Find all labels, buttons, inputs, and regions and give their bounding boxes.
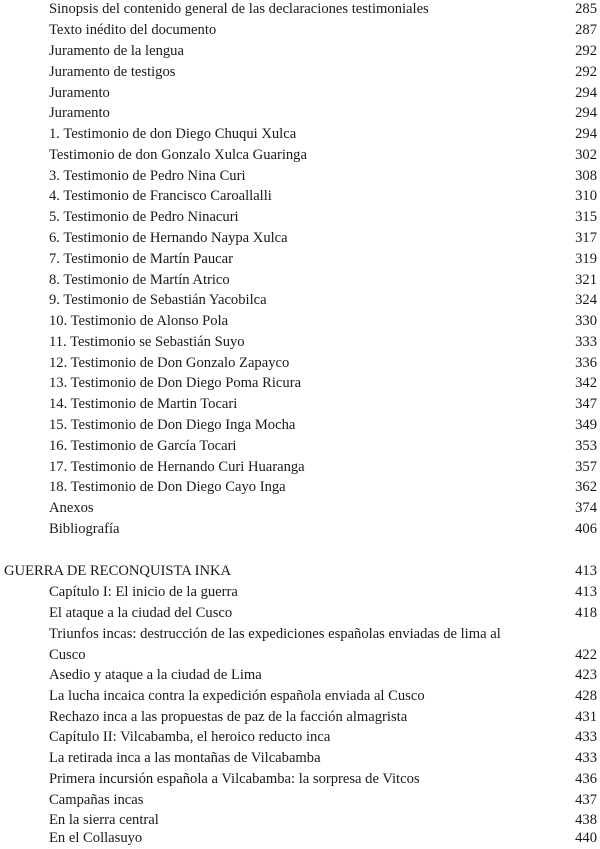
toc-entry-page: 374 bbox=[575, 500, 597, 516]
toc-entry-page: 433 bbox=[575, 729, 597, 745]
toc-entry bbox=[0, 0, 600, 20]
toc-entry bbox=[0, 290, 600, 311]
toc-entry-page: 428 bbox=[575, 688, 597, 704]
toc-entry bbox=[0, 769, 600, 790]
toc-entry-title: 12. Testimonio de Don Gonzalo Zapayco bbox=[49, 355, 290, 371]
toc-entry-page: 317 bbox=[575, 230, 597, 246]
toc-entry-page: 321 bbox=[575, 272, 597, 288]
toc-entry-page: 431 bbox=[575, 709, 597, 725]
toc-entry-title: 9. Testimonio de Sebastián Yacobilca bbox=[49, 292, 267, 308]
toc-entry-title: Primera incursión española a Vilcabamba: la sorpresa de Vitcos bbox=[49, 771, 420, 787]
toc-entry-page: 302 bbox=[575, 147, 597, 163]
toc-entry-title: 6. Testimonio de Hernando Naypa Xulca bbox=[49, 230, 288, 246]
toc-entry-title: Juramento bbox=[49, 85, 110, 101]
toc-entry-page: 433 bbox=[575, 750, 597, 766]
toc-entry bbox=[0, 436, 600, 457]
toc-entry-page: 315 bbox=[575, 209, 597, 225]
toc-entry bbox=[0, 228, 600, 249]
toc-entry-page: 324 bbox=[575, 292, 597, 308]
toc-entry-page: 330 bbox=[575, 313, 597, 329]
toc-entry-page: 413 bbox=[575, 584, 597, 600]
toc-entry-title: Triunfos incas: destrucción de las expediciones españolas enviadas de lima al Cusco bbox=[49, 626, 501, 663]
toc-entry-page: 285 bbox=[575, 1, 597, 17]
toc-entry-page: 349 bbox=[575, 417, 597, 433]
toc-entry-page: 353 bbox=[575, 438, 597, 454]
toc-entry bbox=[0, 665, 600, 686]
toc-entry-title: En la sierra central bbox=[49, 812, 159, 828]
toc-entry-page: 437 bbox=[575, 792, 597, 808]
toc-entry-title: Rechazo inca a las propuestas de paz de la facción almagrista bbox=[49, 709, 408, 725]
toc-entry-title: La lucha incaica contra la expedición española enviada al Cusco bbox=[49, 688, 425, 704]
toc-entry-title: 10. Testimonio de Alonso Pola bbox=[49, 313, 229, 329]
toc-entry-title: 3. Testimonio de Pedro Nina Curi bbox=[49, 168, 246, 184]
section-page: 413 bbox=[575, 563, 597, 579]
toc-entry-page: 440 bbox=[575, 830, 597, 846]
toc-entry bbox=[0, 332, 600, 353]
toc-entry bbox=[0, 498, 600, 519]
toc-entry bbox=[0, 686, 600, 707]
toc-entry-title: Capítulo II: Vilcabamba, el heroico reducto inca bbox=[49, 729, 331, 745]
toc-entry-title: El ataque a la ciudad del Cusco bbox=[49, 605, 233, 621]
toc-entry-page: 333 bbox=[575, 334, 597, 350]
toc-entry-page: 310 bbox=[575, 188, 597, 204]
toc-entry-title: 13. Testimonio de Don Diego Poma Ricura bbox=[49, 375, 302, 391]
toc-entry-title: Testimonio de don Gonzalo Xulca Guaringa bbox=[49, 147, 307, 163]
toc-entry bbox=[0, 270, 600, 291]
toc-entry-title: 17. Testimonio de Hernando Curi Huaranga bbox=[49, 459, 305, 475]
toc-entry-title: Campañas incas bbox=[49, 792, 144, 808]
toc-entry-title: La retirada inca a las montañas de Vilcabamba bbox=[49, 750, 321, 766]
toc-entry-title: 15. Testimonio de Don Diego Inga Mocha bbox=[49, 417, 296, 433]
toc-entry bbox=[0, 311, 600, 332]
toc-entry-title: Capítulo I: El inicio de la guerra bbox=[49, 584, 238, 600]
toc-entry-page: 436 bbox=[575, 771, 597, 787]
toc-entry-title: Sinopsis del contenido general de las declaraciones testimoniales bbox=[49, 1, 429, 17]
toc-entry-title: 8. Testimonio de Martín Atrico bbox=[49, 272, 230, 288]
toc-entry bbox=[0, 727, 600, 748]
toc-entry-page: 362 bbox=[575, 479, 597, 495]
toc-entry-title: 7. Testimonio de Martín Paucar bbox=[49, 251, 233, 267]
toc-entry-title: Juramento bbox=[49, 105, 110, 121]
toc-entry bbox=[0, 83, 600, 104]
toc-entry bbox=[0, 373, 600, 394]
toc-entry bbox=[0, 186, 600, 207]
toc-entry-title: Asedio y ataque a la ciudad de Lima bbox=[49, 667, 262, 683]
toc-entry-page: 294 bbox=[575, 126, 597, 142]
toc-entry bbox=[0, 519, 600, 540]
toc-entry bbox=[0, 415, 600, 436]
toc-entry bbox=[0, 477, 600, 498]
toc-entry bbox=[0, 624, 600, 666]
toc-entry-page: 347 bbox=[575, 396, 597, 412]
toc-entry bbox=[0, 20, 600, 41]
toc-entry bbox=[0, 166, 600, 187]
toc-entry-page: 287 bbox=[575, 22, 597, 38]
toc-entry-page: 294 bbox=[575, 85, 597, 101]
toc-entry-page: 423 bbox=[575, 667, 597, 683]
toc-section-heading bbox=[0, 561, 600, 582]
toc-entry-title: 4. Testimonio de Francisco Caroallalli bbox=[49, 188, 272, 204]
toc-entry bbox=[0, 353, 600, 374]
toc-entry-title: En el Collasuyo bbox=[49, 830, 143, 846]
toc-entry-title: Juramento de la lengua bbox=[49, 43, 184, 59]
toc-entry bbox=[0, 249, 600, 270]
toc-entry bbox=[0, 582, 600, 603]
toc-entry bbox=[0, 707, 600, 728]
toc-entry-page: 418 bbox=[575, 605, 597, 621]
toc-entry bbox=[0, 207, 600, 228]
toc-entry-page: 292 bbox=[575, 43, 597, 59]
toc-entry bbox=[0, 394, 600, 415]
toc-entry-title: 16. Testimonio de García Tocari bbox=[49, 438, 237, 454]
toc-entry-title: Texto inédito del documento bbox=[49, 22, 217, 38]
toc-entry-title: Bibliografía bbox=[49, 521, 120, 537]
toc-entry-page: 319 bbox=[575, 251, 597, 267]
toc-entry-page: 438 bbox=[575, 812, 597, 828]
toc-entry-title: 14. Testimonio de Martin Tocari bbox=[49, 396, 238, 412]
toc-entry bbox=[0, 748, 600, 769]
toc-entry bbox=[0, 457, 600, 478]
toc-entry-title: 1. Testimonio de don Diego Chuqui Xulca bbox=[49, 126, 297, 142]
toc-entry-page: 292 bbox=[575, 64, 597, 80]
toc-entry bbox=[0, 145, 600, 166]
toc-entry-page: 308 bbox=[575, 168, 597, 184]
toc-entry-page: 422 bbox=[575, 647, 597, 663]
toc-entry-title: 5. Testimonio de Pedro Ninacuri bbox=[49, 209, 239, 225]
section-title: GUERRA DE RECONQUISTA INKA bbox=[4, 563, 232, 579]
toc-entry-page: 336 bbox=[575, 355, 597, 371]
toc-entry bbox=[0, 124, 600, 145]
toc-entry-page: 342 bbox=[575, 375, 597, 391]
toc-entry bbox=[0, 603, 600, 624]
toc-entry-title: 18. Testimonio de Don Diego Cayo Inga bbox=[49, 479, 286, 495]
toc-entry-title: Juramento de testigos bbox=[49, 64, 176, 80]
toc-entry-page: 406 bbox=[575, 521, 597, 537]
toc-entry bbox=[0, 103, 600, 124]
toc-entry bbox=[0, 790, 600, 811]
toc-entry-title: 11. Testimonio se Sebastián Suyo bbox=[49, 334, 245, 350]
toc-entry-page: 294 bbox=[575, 105, 597, 121]
toc-entry bbox=[0, 62, 600, 83]
toc-entry-page: 357 bbox=[575, 459, 597, 475]
toc-entry-title: Anexos bbox=[49, 500, 94, 516]
toc-entry bbox=[0, 828, 600, 849]
toc-entry bbox=[0, 41, 600, 62]
